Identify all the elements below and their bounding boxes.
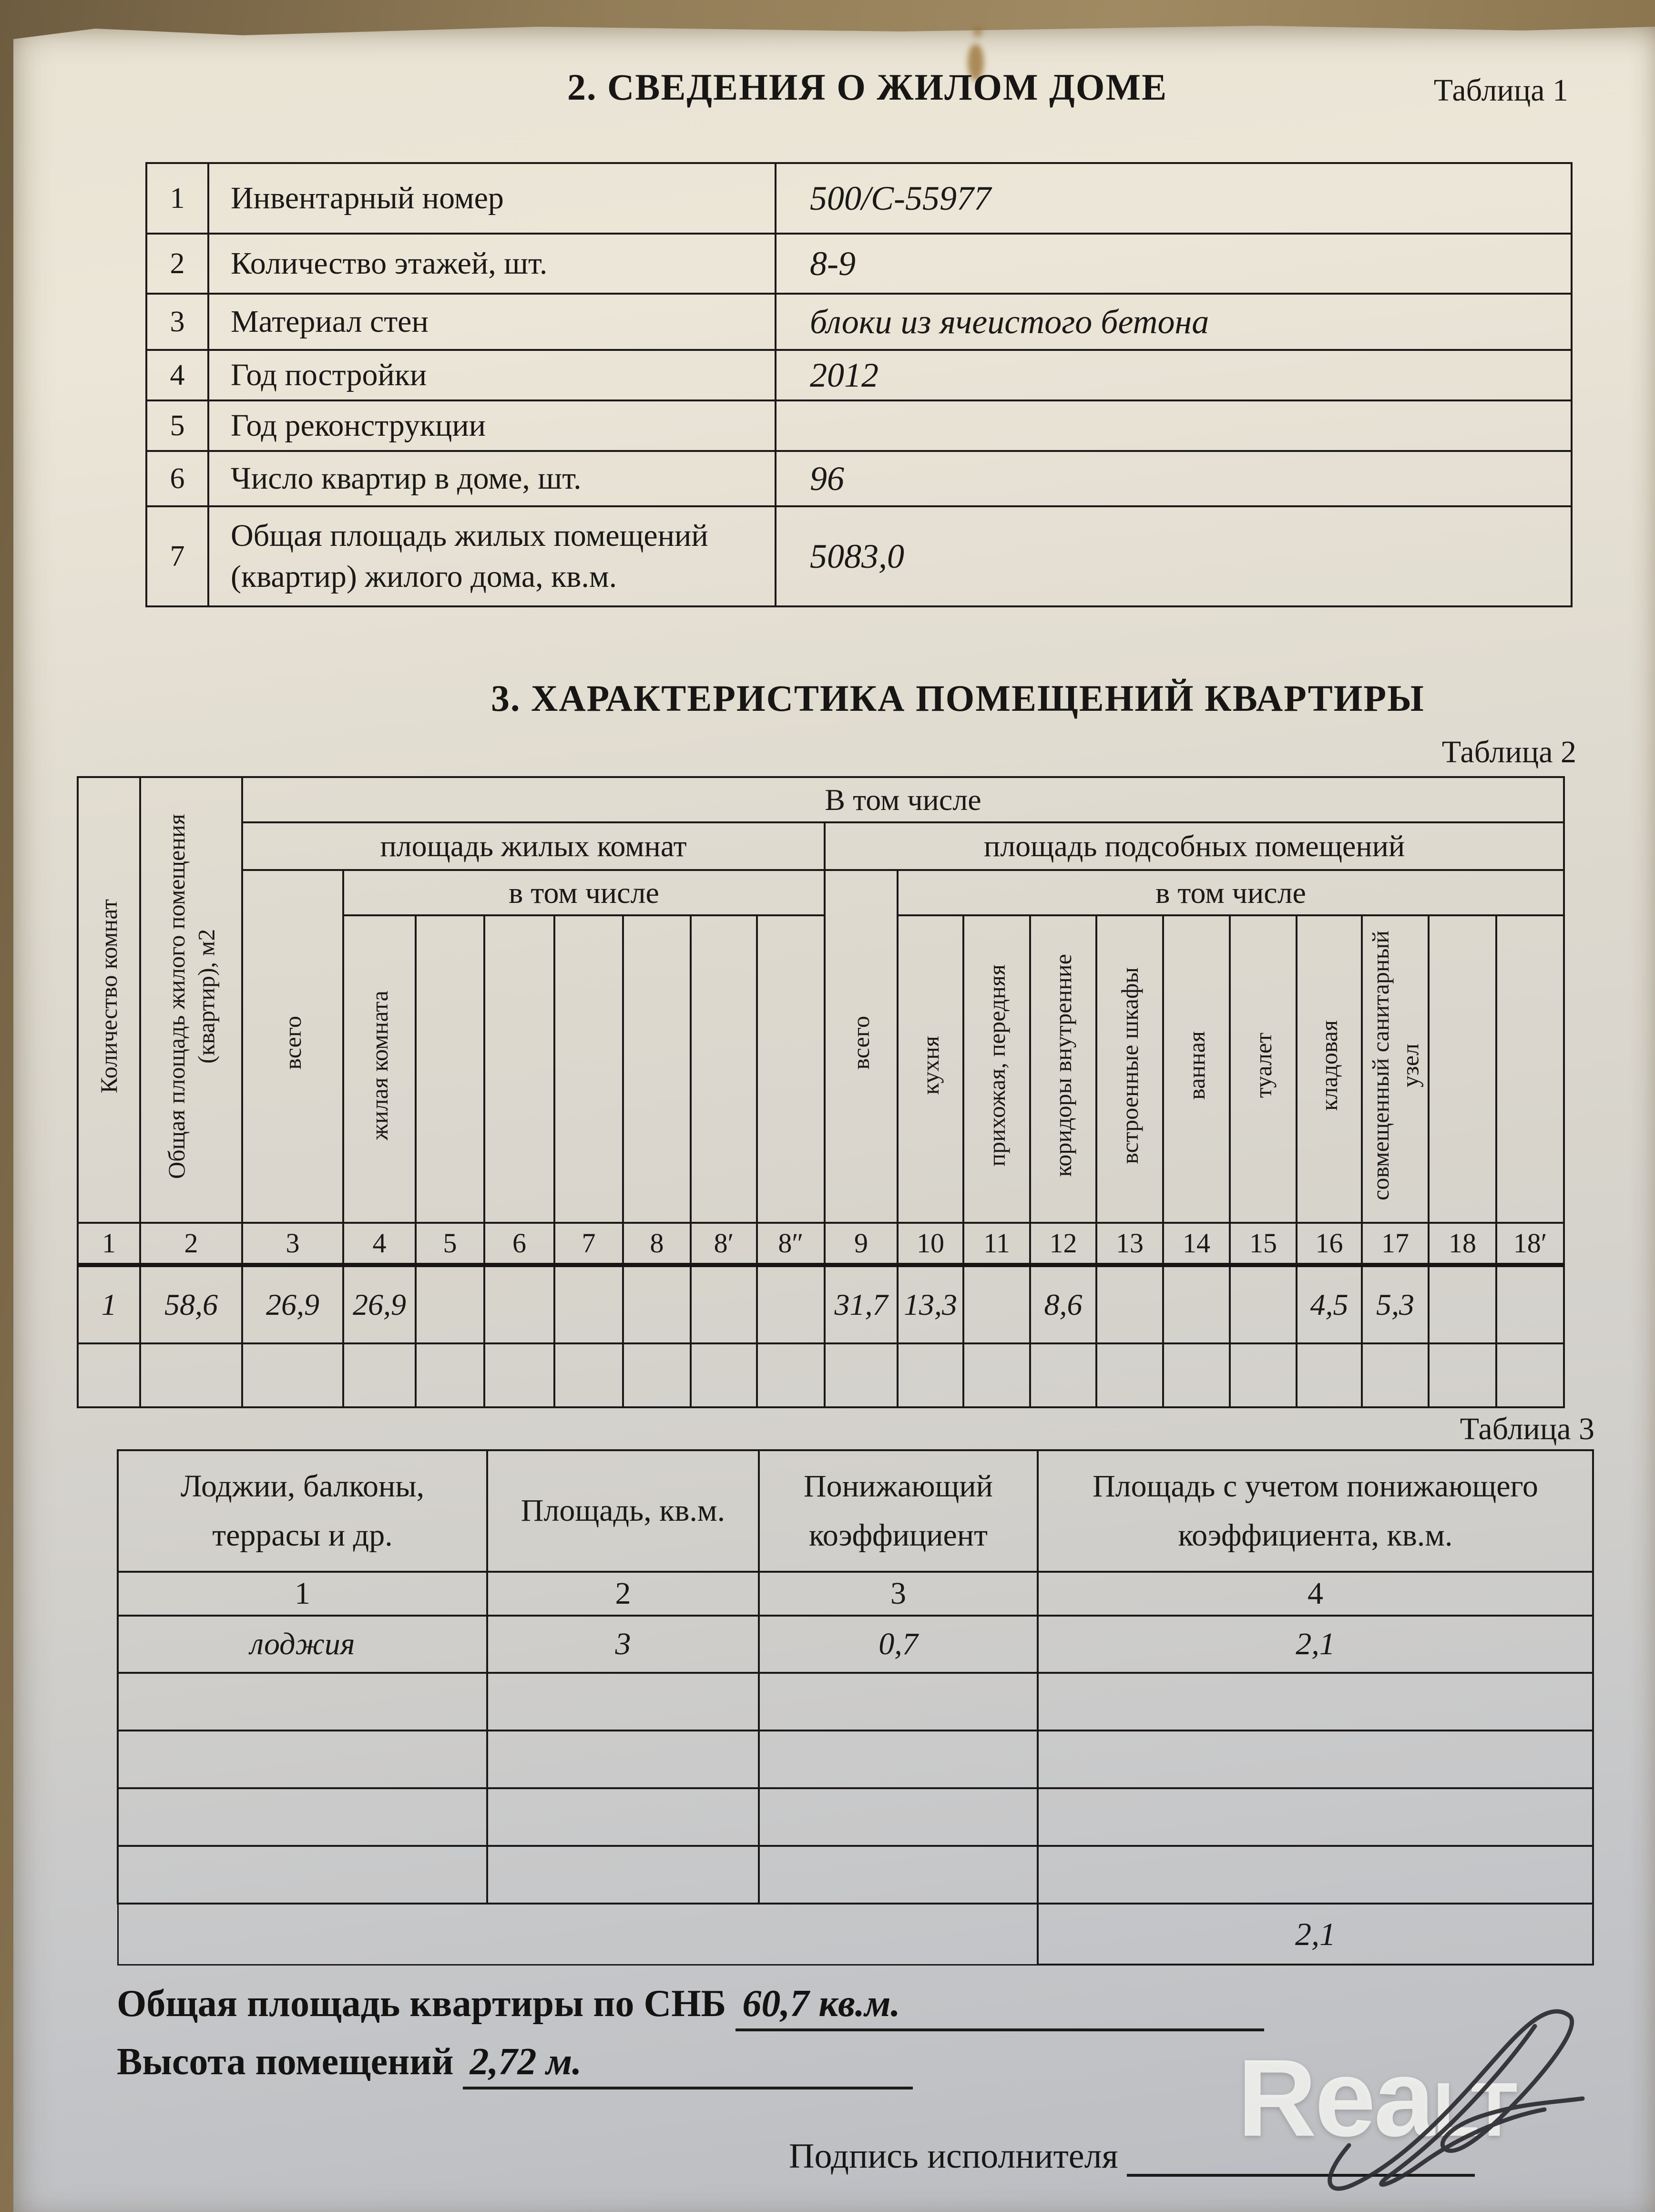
header-empty-cell (1429, 915, 1496, 1223)
column-numbers-row (118, 1572, 1593, 1616)
header-empty-cell (554, 915, 623, 1223)
empty-cell (1429, 1343, 1496, 1407)
section2-title: 2. СВЕДЕНИЯ О ЖИЛОМ ДОМЕ (567, 66, 1168, 108)
balconies-table (117, 1449, 1594, 1966)
row-label: Год постройки (208, 350, 776, 400)
col-number: 8′ (691, 1223, 757, 1265)
col-number: 8 (623, 1223, 691, 1265)
empty-cell (963, 1343, 1030, 1407)
header-empty-cell (416, 915, 484, 1223)
empty-row (118, 1788, 1593, 1846)
data-cell (1096, 1265, 1163, 1343)
empty-cell (759, 1673, 1038, 1731)
header-combined-san: совмещенный санитарный узел (1362, 915, 1429, 1223)
col-number: 18′ (1496, 1223, 1564, 1265)
col-number: 5 (416, 1223, 484, 1265)
empty-cell (487, 1731, 759, 1788)
data-cell: 8,6 (1030, 1265, 1096, 1343)
height-value: 2,72 м. (463, 2040, 913, 2089)
col-number: 17 (1362, 1223, 1429, 1265)
header-aux-area-group: площадь подсобных помещений (825, 822, 1564, 870)
header-room-count: Количество комнат (78, 777, 140, 1223)
empty-cell (487, 1673, 759, 1731)
spacer-cell (487, 1904, 759, 1965)
spacer-cell (759, 1904, 1038, 1965)
empty-cell (242, 1343, 343, 1407)
empty-cell (118, 1846, 487, 1904)
row-value: блоки из ячеистого бетона (776, 294, 1572, 350)
empty-cell (118, 1673, 487, 1731)
col-number: 4 (1038, 1572, 1593, 1616)
header-area-with-coef: Площадь с учетом понижающего коэффициента, кв.м. (1038, 1450, 1593, 1572)
data-cell: 26,9 (242, 1265, 343, 1343)
empty-cell (1163, 1343, 1230, 1407)
row-value: 5083,0 (776, 506, 1572, 606)
total-area-line (117, 1982, 1264, 2031)
data-cell: 1 (78, 1265, 140, 1343)
col-number: 18 (1429, 1223, 1496, 1265)
empty-cell (759, 1731, 1038, 1788)
header-including: В том числе (242, 777, 1564, 822)
header-living-area-group: площадь жилых комнат (242, 822, 825, 870)
empty-cell (1038, 1788, 1593, 1846)
table3-caption: Таблица 3 (1460, 1412, 1594, 1446)
empty-cell (1038, 1731, 1593, 1788)
data-cell (757, 1265, 825, 1343)
header-living-room: жилая комната (343, 915, 416, 1223)
data-cell: лоджия (118, 1616, 487, 1673)
row-value (776, 400, 1572, 451)
row-label: Инвентарный номер (208, 163, 776, 234)
total-area-value: 60,7 кв.м. (736, 1982, 1264, 2031)
data-cell (1496, 1265, 1564, 1343)
table-row (146, 451, 1572, 506)
apartment-rooms-table (77, 776, 1565, 1408)
empty-cell (1297, 1343, 1362, 1407)
spacer-cell (118, 1904, 487, 1965)
empty-row (78, 1343, 1564, 1407)
table-row (78, 777, 1564, 822)
table-row (146, 400, 1572, 451)
table1-caption: Таблица 1 (1433, 73, 1568, 108)
row-value: 2012 (776, 350, 1572, 400)
header-empty-cell (691, 915, 757, 1223)
paper-stain (973, 27, 982, 37)
col-number: 2 (487, 1572, 759, 1616)
header-closets: встроенные шкафы (1096, 915, 1163, 1223)
col-number: 1 (78, 1223, 140, 1265)
col-number: 16 (1297, 1223, 1362, 1265)
header-storage: кладовая (1297, 915, 1362, 1223)
empty-cell (78, 1343, 140, 1407)
header-hallway: прихожая, передняя (963, 915, 1030, 1223)
table-row (146, 506, 1572, 606)
col-number: 14 (1163, 1223, 1230, 1265)
header-empty-cell (484, 915, 554, 1223)
header-toilet: туалет (1230, 915, 1297, 1223)
table-row (78, 870, 1564, 915)
col-number: 3 (759, 1572, 1038, 1616)
handwritten-signature (1277, 1964, 1611, 2202)
header-empty-cell (1496, 915, 1564, 1223)
header-bathroom: ванная (1163, 915, 1230, 1223)
data-cell (554, 1265, 623, 1343)
total-row (118, 1904, 1593, 1965)
data-cell (1230, 1265, 1297, 1343)
total-area-label: Общая площадь квартиры по СНБ (117, 1983, 726, 2025)
header-row (118, 1450, 1593, 1572)
col-number: 4 (343, 1223, 416, 1265)
empty-cell (484, 1343, 554, 1407)
building-info-table (145, 162, 1573, 607)
data-cell (1429, 1265, 1496, 1343)
row-number: 1 (146, 163, 208, 234)
row-label: Количество этажей, шт. (208, 234, 776, 294)
empty-cell (1038, 1673, 1593, 1731)
empty-cell (487, 1846, 759, 1904)
empty-cell (1096, 1343, 1163, 1407)
header-aux-including: в том числе (898, 870, 1564, 915)
col-number: 3 (242, 1223, 343, 1265)
empty-row (118, 1846, 1593, 1904)
header-empty-cell (623, 915, 691, 1223)
data-cell (1163, 1265, 1230, 1343)
header-loggia-types: Лоджии, балконы, террасы и др. (118, 1450, 487, 1572)
empty-cell (759, 1788, 1038, 1846)
row-number: 2 (146, 234, 208, 294)
col-number: 7 (554, 1223, 623, 1265)
row-label: Число квартир в доме, шт. (208, 451, 776, 506)
header-corridors: коридоры внутренние (1030, 915, 1096, 1223)
header-empty-cell (757, 915, 825, 1223)
row-value: 96 (776, 451, 1572, 506)
empty-row (118, 1673, 1593, 1731)
data-cell: 31,7 (825, 1265, 898, 1343)
data-cell: 58,6 (140, 1265, 242, 1343)
total-cell: 2,1 (1038, 1904, 1593, 1965)
data-cell (691, 1265, 757, 1343)
header-area: Площадь, кв.м. (487, 1450, 759, 1572)
header-total-area: Общая площадь жилого помещения (квартир), м2 (140, 777, 242, 1223)
col-number: 12 (1030, 1223, 1096, 1265)
height-label: Высота помещений (117, 2041, 454, 2083)
row-label: Год реконструкции (208, 400, 776, 451)
empty-cell (623, 1343, 691, 1407)
row-label: Общая площадь жилых помещений (квартир) жилого дома, кв.м. (208, 506, 776, 606)
col-number: 13 (1096, 1223, 1163, 1265)
data-cell: 5,3 (1362, 1265, 1429, 1343)
header-kitchen: кухня (898, 915, 963, 1223)
empty-cell (554, 1343, 623, 1407)
row-number: 6 (146, 451, 208, 506)
row-value: 500/С-55977 (776, 163, 1572, 234)
empty-cell (898, 1343, 963, 1407)
empty-cell (118, 1731, 487, 1788)
empty-cell (1030, 1343, 1096, 1407)
empty-cell (487, 1788, 759, 1846)
col-number: 11 (963, 1223, 1030, 1265)
col-number: 6 (484, 1223, 554, 1265)
data-cell: 26,9 (343, 1265, 416, 1343)
header-living-including: в том числе (343, 870, 825, 915)
table-row (78, 822, 1564, 870)
row-label: Материал стен (208, 294, 776, 350)
empty-cell (691, 1343, 757, 1407)
row-number: 4 (146, 350, 208, 400)
data-cell: 2,1 (1038, 1616, 1593, 1673)
row-value: 8-9 (776, 234, 1572, 294)
table-row (146, 350, 1572, 400)
data-cell (484, 1265, 554, 1343)
data-row (118, 1616, 1593, 1673)
height-line (117, 2040, 913, 2089)
empty-cell (759, 1846, 1038, 1904)
realt-watermark: ReaLT (1237, 2037, 1515, 2159)
header-coefficient: Понижающий коэффициент (759, 1450, 1038, 1572)
empty-cell (140, 1343, 242, 1407)
empty-row (118, 1731, 1593, 1788)
col-number: 10 (898, 1223, 963, 1265)
empty-cell (1496, 1343, 1564, 1407)
col-number: 8″ (757, 1223, 825, 1265)
header-aux-total: всего (825, 870, 898, 1223)
header-living-total: всего (242, 870, 343, 1223)
data-row (78, 1265, 1564, 1343)
col-number: 1 (118, 1572, 487, 1616)
col-number: 9 (825, 1223, 898, 1265)
data-cell (623, 1265, 691, 1343)
table-row (146, 163, 1572, 234)
table2-caption: Таблица 2 (1441, 735, 1576, 769)
empty-cell (416, 1343, 484, 1407)
data-cell (416, 1265, 484, 1343)
col-number: 2 (140, 1223, 242, 1265)
empty-cell (343, 1343, 416, 1407)
table-row (146, 234, 1572, 294)
table-row (146, 294, 1572, 350)
column-numbers-row (78, 1223, 1564, 1265)
empty-cell (825, 1343, 898, 1407)
empty-cell (1362, 1343, 1429, 1407)
row-number: 3 (146, 294, 208, 350)
data-cell (963, 1265, 1030, 1343)
signature-label: Подпись исполнителя (789, 2137, 1118, 2176)
empty-cell (1230, 1343, 1297, 1407)
section3-title: 3. ХАРАКТЕРИСТИКА ПОМЕЩЕНИЙ КВАРТИРЫ (491, 677, 1425, 719)
row-number: 5 (146, 400, 208, 451)
data-cell: 13,3 (898, 1265, 963, 1343)
empty-cell (118, 1788, 487, 1846)
col-number: 15 (1230, 1223, 1297, 1265)
empty-cell (757, 1343, 825, 1407)
data-cell: 4,5 (1297, 1265, 1362, 1343)
data-cell: 0,7 (759, 1616, 1038, 1673)
row-number: 7 (146, 506, 208, 606)
empty-cell (1038, 1846, 1593, 1904)
data-cell: 3 (487, 1616, 759, 1673)
